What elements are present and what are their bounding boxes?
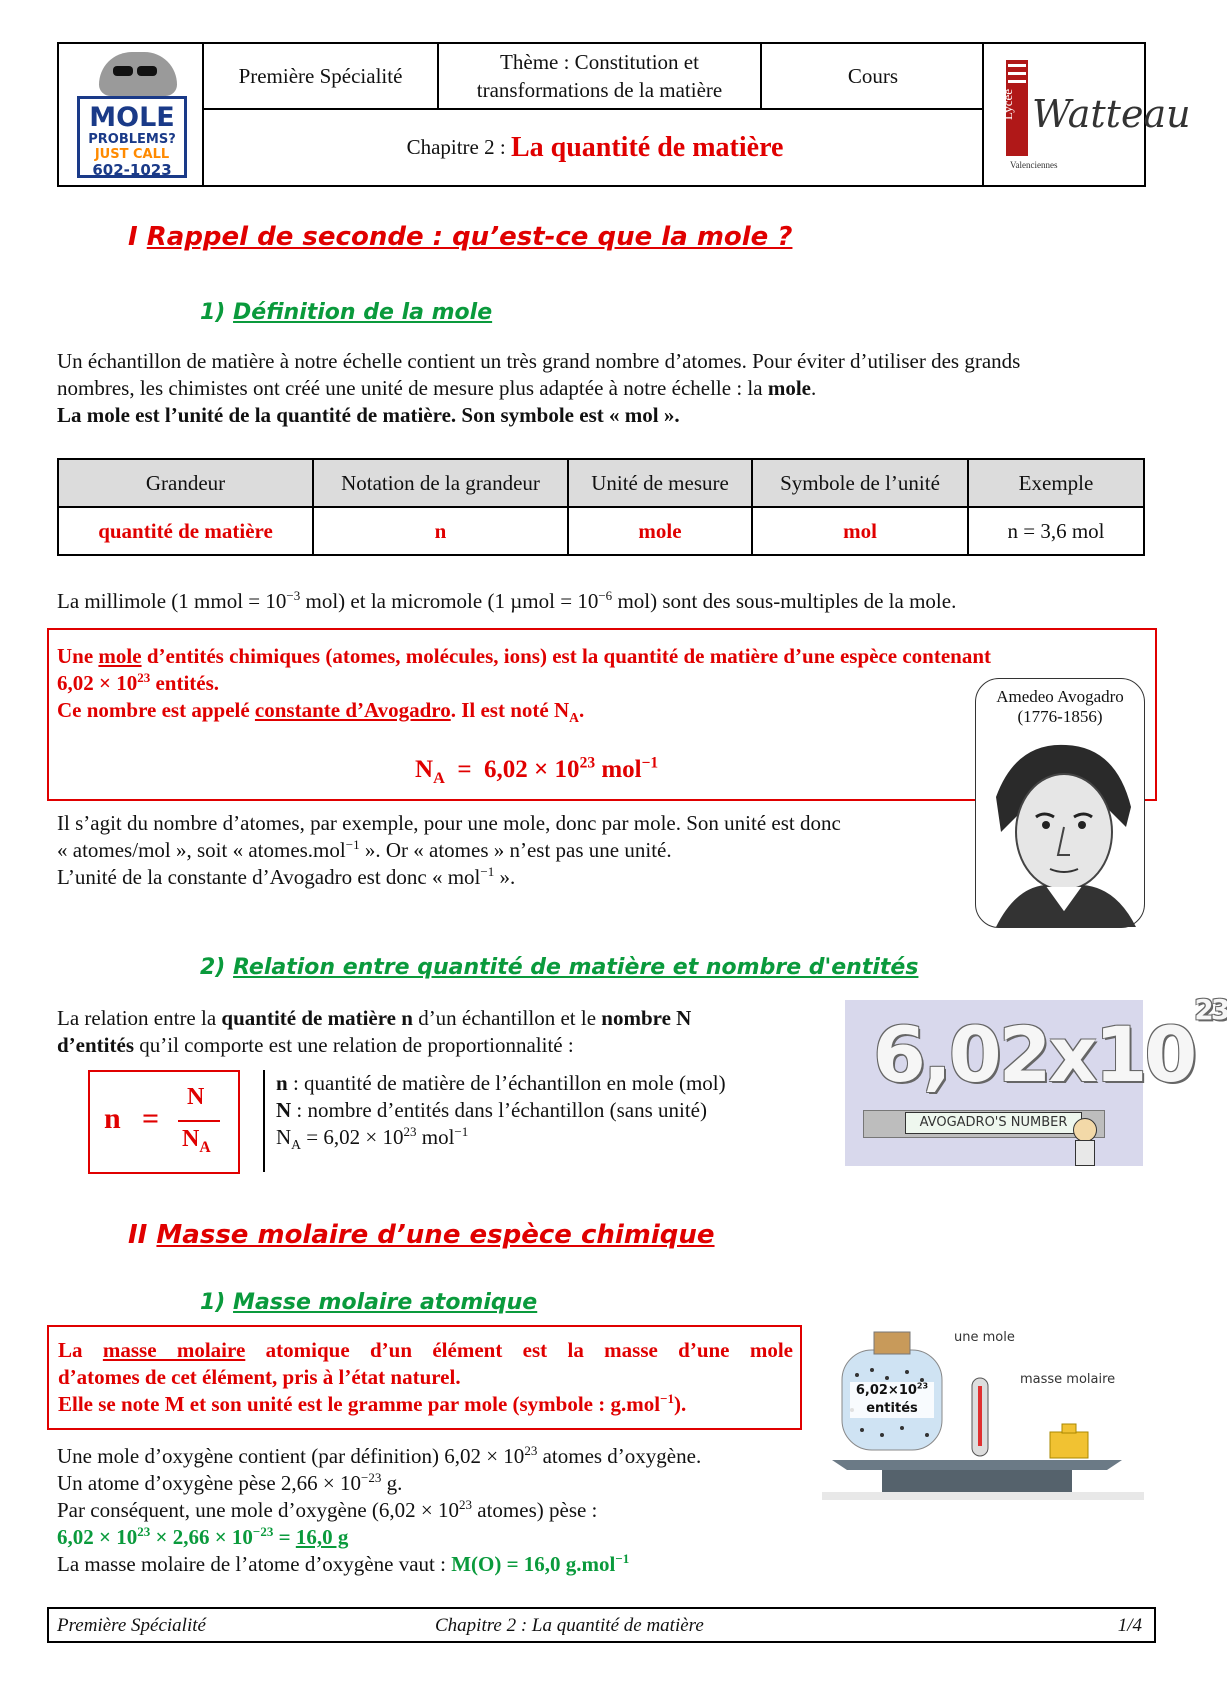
section1-title: I Rappel de seconde : qu’est-ce que la mole ? <box>128 222 793 252</box>
relation-paragraph: La relation entre la quantité de matière n d’un échantillon et le nombre N d’entités qu’il comporte est une relation de proportionnalité : <box>57 1006 692 1057</box>
molar-mass-definition: La masse molaire atomique d’un élément est la masse d’une mole d’atomes de cet élément, pris à l’état naturel. Elle se note M et son unité est le gramme par mole (symbole : g.mol$^{-1}$). <box>58 1338 793 1416</box>
relation-formula-box: n = N $N_A$ <box>88 1070 240 1174</box>
balance-image: une mole masse molaire $6,02\times 10^{23}$ entités <box>822 1320 1144 1508</box>
theme-cell: Thème : Constitution et transformations de la matière <box>476 49 723 102</box>
table-header: Unité de mesure <box>568 459 752 507</box>
page-number: 1/4 <box>1117 1615 1142 1636</box>
section1-sub2-title: 2) Relation entre quantité de matière et nombre d'entités <box>200 955 919 980</box>
avogadros-number-image: $6,02x10^{23}$ AVOGADRO'S NUMBER <box>845 1000 1143 1166</box>
oxygen-example: Une mole d’oxygène contient (par définition) $6,02 \times 10^{23}$ atomes d’oxygène. Un atome d’oxygène pèse $2,66 \times 10^{-23}$ g. Par conséquent, une mole d’oxygène ($6,02 \times 10^{23}$ atomes) pèse : $6,02 \times 10^{23} \times 2,66 \times 10^{-23} = 16,0$ g La masse molaire de l’atome d’oxygène vaut : M(O) = 16,0 g.mol$^{-1}$ <box>57 1443 702 1576</box>
section1-sub1-title: 1) Définition de la mole <box>200 300 493 325</box>
avogadro-constant-formula: $N_A = 6,02 \times 10^{23}$ mol$^{-1}$ <box>415 754 659 787</box>
footer-level: Première Spécialité <box>57 1615 206 1636</box>
mole-logo: MOLE PROBLEMS? JUST CALL 602-1023 <box>77 52 187 178</box>
footer-chapter: Chapitre 2 : La quantité de matière <box>435 1615 704 1636</box>
section2-title: II Masse molaire d’une espèce chimique <box>128 1220 715 1250</box>
level-cell: Première Spécialité <box>238 63 403 88</box>
section2-sub1-title: 1) Masse molaire atomique <box>200 1290 538 1315</box>
mole-table <box>57 458 1145 556</box>
lycee-watteau-logo: Lycée Watteau Valenciennes <box>996 56 1136 176</box>
table-cell: quantité de matière <box>58 507 313 555</box>
definitions-divider <box>263 1070 265 1172</box>
avogadro-unit-paragraph: Il s’agit du nombre d’atomes, par exemple, pour une mole, donc par mole. Son unité est donc « atomes/mol », soit « atomes.mol$^{-1}$ ». Or « atomes » n’est pas une unité. L’unité de la constante d’Avogadro est donc « mol$^{-1}$ ». <box>57 811 841 889</box>
table-cell: n <box>313 507 568 555</box>
type-cell: Cours <box>847 63 899 88</box>
table-header: Exemple <box>968 459 1144 507</box>
table-header: Grandeur <box>58 459 313 507</box>
avogadro-definition: Une mole d’entités chimiques (atomes, molécules, ions) est la quantité de matière d’une espèce contenant $6,02 \times 10^{23}$ entités. Ce nombre est appelé constante d’Avogadro. Il est noté $N_A$. <box>57 644 992 726</box>
definition-paragraph: Un échantillon de matière à notre échelle contient un très grand nombre d’atomes. Pour éviter d’utiliser des grands nombres, les chimistes ont créé une unité de mesure plus adaptée à notre échelle : la mole. La mole est l’unité de la quantité de matière. Son symbole est « mol ». <box>57 349 1021 427</box>
submultiples-text: La millimole (1 mmol = $10^{-3}$ mol) et la micromole (1 $\mu mol = 10^{-6}$ mol) sont des sous-multiples de la mole. <box>57 588 957 613</box>
page-footer <box>47 1607 1156 1643</box>
chapter-title: Chapitre 2 : La quantité de matière <box>406 131 784 163</box>
avogadro-portrait: Amedeo Avogadro (1776-1856) <box>975 678 1145 928</box>
table-header: Notation de la grandeur <box>313 459 568 507</box>
table-row <box>58 507 1144 555</box>
relation-definitions: n : quantité de matière de l’échantillon en mole (mol) N : nombre d’entités dans l’échantillon (sans unité) $N_A = 6,02 \times 10^{23}$ mol$^{-1}$ <box>276 1071 726 1153</box>
table-cell: n = 3,6 mol <box>968 507 1144 555</box>
table-cell: mole <box>568 507 752 555</box>
table-header: Symbole de l’unité <box>752 459 968 507</box>
table-cell: mol <box>752 507 968 555</box>
header-frame <box>57 42 1191 187</box>
